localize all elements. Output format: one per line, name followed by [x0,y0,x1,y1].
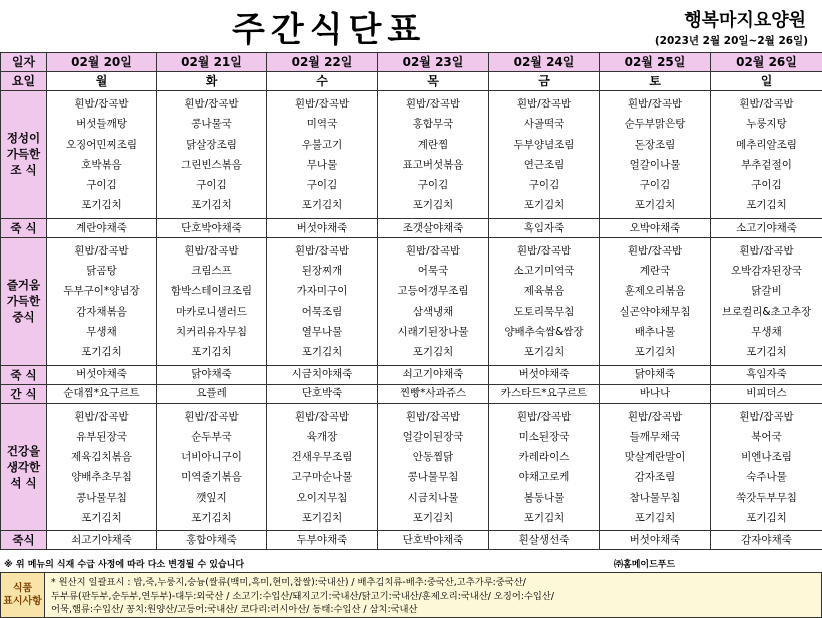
menu-dish: 양배추숙쌈&쌈장 [504,325,584,338]
date-cell: 02월 25일 [600,53,711,72]
menu-dish: 제육김치볶음 [71,451,132,464]
menu-dish: 비엔나조림 [741,451,792,464]
menu-dish: 포기김치 [191,199,232,212]
menu-dish: 포기김치 [412,512,454,525]
menu-dish: 흰밥/잡곡밥 [739,244,794,257]
menu-dish: 얼갈이나물 [629,158,681,171]
menu-item-cell: 비피더스 [711,384,822,403]
menu-item-cell: 버섯야채죽 [489,365,600,384]
menu-dish: 흰밥/잡곡밥 [516,98,572,110]
menu-dish: 흰밥/잡곡밥 [184,98,239,110]
meal-label [1,91,47,219]
page-title: 주간식단표 [232,10,427,50]
menu-dish: 포기김치 [301,346,343,359]
menu-dish: 순두부국 [191,430,232,443]
menu-dish: 흰밥/잡곡밥 [627,410,683,423]
menu-item-cell: 카스타드*요구르트 [489,384,600,403]
menu-day-cell [489,403,600,531]
menu-item-cell: 쇠고기야채죽 [378,365,489,384]
menu-dish: 버섯들깨탕 [76,118,127,131]
menu-dish: 무생채 [751,325,782,338]
menu-item-cell: 감자야채죽 [711,531,822,550]
menu-dish: 육개장 [306,430,338,443]
brand-name: 행복마지요양원 [684,10,806,31]
menu-dish: 숙주나물 [746,471,787,484]
menu-dish: 고등어갱무조림 [397,285,469,298]
menu-dish: 순두부맑은탕 [624,118,686,131]
menu-dish: 시금치나물 [407,491,459,504]
weekday-cell: 수 [267,72,378,91]
menu-dish: 흰밥/잡곡밥 [739,98,794,110]
meal-label [1,384,47,403]
menu-dish: 흰밥/잡곡밥 [74,410,129,423]
date-cell: 02월 26일 [711,53,822,72]
meal-label-line: 석 식 [10,476,37,490]
menu-dish: 치커리유자무침 [175,325,247,338]
menu-dish: 연근조림 [523,158,565,171]
menu-dish: 들깨무채국 [629,430,681,443]
weekday-cell: 화 [157,72,267,91]
weekday-cell: 월 [47,72,157,91]
menu-item-cell: 단호박야채죽 [378,531,489,550]
menu-day-cell [378,403,489,531]
menu-dish: 배추나물 [634,325,676,338]
food-origin-label [1,573,45,617]
menu-dish: 흰밥/잡곡밥 [627,244,683,257]
menu-dish: 포기김치 [412,199,454,212]
menu-dish: 가자미구이 [296,285,348,298]
menu-day-cell [47,91,157,219]
weekday-header-label: 요일 [1,72,47,91]
menu-dish: 참나물무침 [629,491,681,504]
menu-dish: 흰밥/잡곡밥 [74,98,129,110]
menu-dish: 포기김치 [191,512,232,525]
date-cell: 02월 23일 [378,53,489,72]
menu-dish: 흰밥/잡곡밥 [405,244,461,257]
menu-day-cell [489,91,600,219]
menu-dish: 쑥갓두부무침 [736,491,797,504]
meal-label-line: 조 식 [10,163,37,178]
weekday-cell: 일 [711,72,822,91]
menu-day-cell [267,403,378,531]
menu-dish: 미소된장국 [518,430,570,443]
meal-label [1,403,47,531]
menu-dish: 브로컬리&초고추장 [721,305,812,318]
menu-dish: 제육볶음 [523,285,565,298]
menu-dish: 안동찜닭 [412,451,454,464]
menu-day-cell [157,403,267,531]
menu-day-cell [157,237,267,365]
menu-dish: 맛살계란말이 [624,451,686,464]
menu-item-cell: 닭야채죽 [600,365,711,384]
menu-day-cell [378,91,489,219]
menu-dish: 포기김치 [523,512,565,525]
menu-item-cell: 버섯야채죽 [267,218,378,237]
menu-day-cell [489,237,600,365]
menu-item-cell: 조갯살야채죽 [378,218,489,237]
menu-dish: 포기김치 [746,199,787,212]
menu-dish: 흰밥/잡곡밥 [516,410,572,423]
food-origin-label-line: 식품 [12,582,33,594]
menu-dish: 포기김치 [634,346,676,359]
menu-dish: 포기김치 [301,512,343,525]
menu-dish: 흰밥/잡곡밥 [405,98,461,110]
food-origin-line: 두부류(판두부,순두부,연두부)-대두:외국산 / 소고기:수입산/돼지고기:국내산/닭고기:국내산/훈제오리:국내산/ 오징어:수입산/ [51,590,555,602]
menu-dish: 메추리알조림 [736,138,797,151]
menu-dish: 흰밥/잡곡밥 [405,410,461,423]
menu-dish: 구이김 [306,179,338,192]
menu-dish: 흰밥/잡곡밥 [627,98,683,110]
meal-label-line: 정성이 [6,131,41,146]
menu-item-cell: 순대찜*요구르트 [47,384,157,403]
menu-dish: 구이김 [86,179,117,192]
menu-dish: 계란국 [639,265,671,278]
meal-label-line: 가득한 [6,147,41,162]
menu-dish: 구이김 [528,179,560,192]
menu-dish: 오박감자된장국 [730,265,802,278]
menu-dish: 구이김 [417,179,449,192]
meal-label-line: 죽 식 [10,220,37,235]
meal-label-line: 간 식 [10,386,37,401]
menu-day-cell [267,91,378,219]
meal-label-line: 죽식 [12,533,35,548]
menu-dish: 유부된장국 [76,430,127,443]
menu-dish: 양배추초무침 [71,471,132,484]
menu-item-cell: 흰살생선죽 [489,531,600,550]
change-notice: ※ 위 메뉴의 식재 수급 사정에 따라 다소 변경될 수 있습니다 [4,560,245,570]
menu-dish: 포기김치 [746,512,787,525]
menu-dish: 두부구이*양념장 [63,285,140,298]
menu-dish: 닭살장조림 [186,138,237,151]
menu-period: (2023년 2월 20일~2월 26일) [654,35,808,47]
menu-dish: 닭갈비 [751,285,782,298]
menu-item-cell: 버섯야채죽 [47,365,157,384]
menu-item-cell: 계란야채죽 [47,218,157,237]
menu-dish: 열무나물 [301,325,343,338]
menu-dish: 흰밥/잡곡밥 [294,98,350,110]
food-origin-text [51,576,817,617]
meal-label-line: 건강을 [6,443,41,458]
menu-item-cell: 닭야채죽 [157,365,267,384]
menu-item-cell: 두부야채죽 [267,531,378,550]
menu-dish: 고구마순나물 [291,471,353,484]
menu-dish: 도토리묵무침 [513,305,575,318]
weekday-cell: 토 [600,72,711,91]
menu-dish: 구이김 [196,179,227,192]
menu-item-cell: 바나나 [600,384,711,403]
weekday-cell: 금 [489,72,600,91]
menu-dish: 포기김치 [191,346,232,359]
menu-dish: 어묵국 [417,265,449,278]
menu-dish: 포기김치 [746,346,787,359]
menu-dish: 홍합무국 [412,118,454,131]
food-origin-box [0,572,822,618]
menu-dish: 무나물 [306,158,338,171]
menu-dish: 마카로니샐러드 [175,305,247,318]
menu-dish: 야채고로케 [518,471,570,484]
weekday-cell: 목 [378,72,489,91]
menu-dish: 감자채볶음 [76,305,127,318]
menu-dish: 닭곰탕 [86,265,117,278]
menu-dish: 삼색냉채 [412,305,454,318]
date-cell: 02월 21일 [157,53,267,72]
meal-label [1,237,47,365]
menu-day-cell [267,237,378,365]
menu-dish: 오이지무침 [296,491,348,504]
menu-dish: 흰밥/잡곡밥 [294,410,350,423]
menu-dish: 포기김치 [634,512,676,525]
menu-item-cell: 단호박죽 [267,384,378,403]
meal-label [1,531,47,550]
meal-label-line: 즐거움 [6,278,41,293]
menu-dish: 건새우무조림 [291,451,353,464]
menu-dish: 포기김치 [412,346,454,359]
menu-dish: 함박스테이크조림 [170,285,253,298]
meal-label [1,365,47,384]
menu-dish: 실곤약야채무침 [619,305,691,318]
menu-dish: 시래기된장나물 [397,325,469,338]
menu-day-cell [600,91,711,219]
menu-dish: 된장찌개 [301,265,343,278]
menu-day-cell [47,237,157,365]
weekly-menu-table [0,52,822,550]
meal-label-line: 가득한 [6,294,41,309]
menu-item-cell: 요플레 [157,384,267,403]
menu-dish: 콩나물국 [191,118,232,131]
menu-dish: 흰밥/잡곡밥 [294,244,350,257]
menu-dish: 소고기미역국 [513,265,575,278]
menu-day-cell [378,237,489,365]
menu-dish: 포기김치 [81,346,122,359]
header [0,0,822,52]
menu-dish: 북어국 [751,430,782,443]
date-cell: 02월 24일 [489,53,600,72]
menu-dish: 크림스프 [191,265,232,278]
meal-label-line: 죽 식 [10,367,37,382]
menu-dish: 봄동나물 [523,491,565,504]
menu-dish: 흰밥/잡곡밥 [184,410,239,423]
menu-dish: 너비아니구이 [181,451,242,464]
menu-day-cell [600,237,711,365]
menu-dish: 흰밥/잡곡밥 [739,410,794,423]
menu-dish: 포기김치 [523,199,565,212]
menu-dish: 부추겉절이 [741,158,792,171]
menu-dish: 콩나물무침 [76,491,127,504]
meal-label-line: 생각한 [6,459,41,474]
meal-label-line: 중식 [12,310,35,325]
menu-dish: 미역줄기볶음 [181,471,242,484]
menu-dish: 훈제오리볶음 [624,285,686,298]
menu-item-cell: 홍합야채죽 [157,531,267,550]
menu-item-cell: 흑임자죽 [711,365,822,384]
menu-item-cell: 버섯야채죽 [600,531,711,550]
menu-dish: 구이김 [751,179,782,192]
menu-dish: 포기김치 [301,199,343,212]
menu-dish: 포기김치 [81,512,122,525]
meal-label [1,218,47,237]
menu-dish: 우불고기 [301,138,343,151]
date-header-label: 일자 [1,53,47,72]
menu-dish: 계란찜 [417,138,449,151]
menu-item-cell: 소고기야채죽 [711,218,822,237]
menu-day-cell [600,403,711,531]
menu-dish: 표고버섯볶음 [402,158,464,171]
menu-day-cell [47,403,157,531]
food-origin-label-line: 표시사항 [3,596,42,607]
menu-dish: 누룽지탕 [746,118,787,131]
menu-dish: 감자조림 [634,471,676,484]
menu-dish: 사골떡국 [523,118,565,131]
menu-item-cell: 흑임자죽 [489,218,600,237]
menu-item-cell: 오박야채죽 [600,218,711,237]
menu-dish: 돈장조림 [634,138,676,151]
menu-dish: 오징어민찌조림 [65,138,137,151]
menu-dish: 포기김치 [523,346,565,359]
menu-dish: 카레라이스 [518,451,570,464]
menu-dish: 깻잎지 [196,491,227,504]
menu-dish: 포기김치 [81,199,122,212]
date-cell: 02월 22일 [267,53,378,72]
menu-dish: 흰밥/잡곡밥 [74,244,129,257]
menu-dish: 구이김 [639,179,671,192]
menu-item-cell: 쇠고기야채죽 [47,531,157,550]
menu-dish: 무생채 [86,325,117,338]
menu-day-cell [711,91,822,219]
menu-dish: 콩나물무침 [407,471,459,484]
menu-day-cell [157,91,267,219]
menu-item-cell: 시금치야채죽 [267,365,378,384]
menu-dish: 어묵조림 [301,305,343,318]
menu-day-cell [711,237,822,365]
menu-day-cell [711,403,822,531]
menu-dish: 얼갈이된장국 [402,430,464,443]
menu-dish: 호박볶음 [81,158,122,171]
menu-dish: 그린빈스볶음 [181,158,242,171]
menu-dish: 미역국 [306,118,338,131]
menu-item-cell: 찐빵*사과쥬스 [378,384,489,403]
food-origin-line: 어묵,햄류:수입산/ 꽁치:원양산/고등어:국내산/ 코다리:러시아산/ 동태:수입산 / 삼치:국내산 [51,604,418,615]
menu-dish: 흰밥/잡곡밥 [184,244,239,257]
menu-dish: 포기김치 [634,199,676,212]
menu-dish: 흰밥/잡곡밥 [516,244,572,257]
menu-item-cell: 단호박야채죽 [157,218,267,237]
date-cell: 02월 20일 [47,53,157,72]
food-origin-line: * 원산지 일괄표시 : 밥,죽,누룽지,숭늉(쌀류(백미,흑미,현미,찹쌀):국내산) / 배추김치류-배추:중국산,고추가루:중국산/ [51,577,526,588]
supplier-name: ㈜홈메이드푸드 [614,560,676,570]
menu-dish: 두부양념조림 [513,138,575,151]
